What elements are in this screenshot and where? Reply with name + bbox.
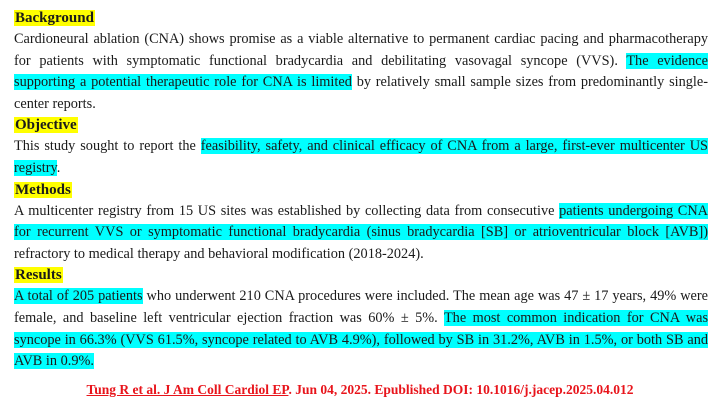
background-heading: Background [15,10,94,26]
objective-paragraph: This study sought to report the feasibility, safety, and clinical efficacy of CNA from a large, first-ever multicenter US registry. [14,138,709,176]
background-sentence-1: Cardioneural ablation (CNA) shows promise as a viable alternative to permanent cardiac pacing and pharmacotherapy for patients with symptomatic functional bradycardia and debilitating vasovagal syncope (VVS). [14,31,708,69]
methods-highlight: patients undergoing CNA for recurrent VVS or symptomatic functional bradycardia (sinus bradycardia [SB] or atrioventricular block [AVB]) [14,202,708,241]
results-highlight-1: A total of 205 patients [14,288,143,305]
results-paragraph: A total of 205 patients who underwent 210 CNA procedures were included. The mean age was 47 ± 17 years, 49% were female, and baseline left ventricular ejection fraction was 60% ± 5%. The most common indication for CNA was syncope in 66.3% (VVS 61.5%, syncope related to AVB 4.9%), followed by SB in 31.2%, AVB in 1.5%, or both SB and AVB in 0.9%. [14,288,709,370]
citation-details: . Jun 04, 2025. Epublished DOI: 10.1016/j.jacep.2025.04.012 [288,382,634,397]
citation [0,382,720,398]
background-highlight: The evidence supporting a potential therapeutic role for CNA is limited [14,52,708,91]
methods-paragraph: A multicenter registry from 15 US sites was established by collecting data from consecutive patients undergoing CNA for recurrent VVS or symptomatic functional bradycardia (sinus bradycardia [SB] or atrioventricular block [AVB]) refractory to medical therapy and behavioral modification (2018-2024). [14,202,708,262]
citation-link[interactable]: Tung R et al. J Am Coll Cardiol EP [86,382,289,397]
background-paragraph [14,29,708,115]
methods-heading: Methods [15,181,71,198]
results-highlight-2: The most common indication for CNA was syncope in 66.3% (VVS 61.5%, syncope related to AVB 4.9%), followed by SB in 31.2%, AVB in 1.5%, or both SB and AVB in 0.9%. [14,309,709,370]
background-sentence-2-rest: by relatively small sample sizes from predominantly single-center reports. [14,74,708,112]
results-heading: Results [15,267,62,284]
objective-highlight: feasibility, safety, and clinical efficacy of CNA from a large, first-ever multicenter US registry [14,138,709,176]
objective-heading: Objective [15,117,77,134]
